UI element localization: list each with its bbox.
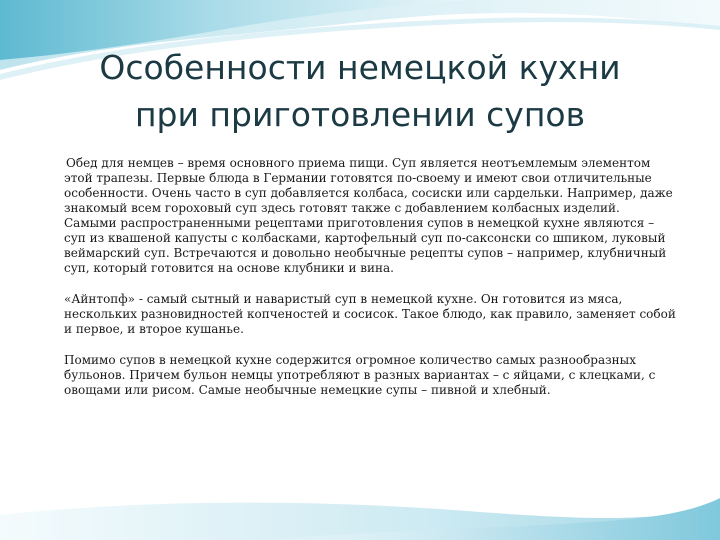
slide-body (64, 156, 676, 414)
title-line-2: при приготовлении супов (134, 95, 586, 134)
title-line-1: Особенности немецкой кухни (99, 48, 621, 87)
paragraph-broths: Помимо супов в немецкой кухне содержится огромное количество самых разнообразных бульонов. Причем бульон немцы употребляют в разных вариантах – с яйцами, с клецками, с овощами или рисом. Самые необычные немецкие супы – пивной и хлебный. (64, 353, 656, 397)
slide-title (40, 44, 680, 138)
paragraph-eintopf: «Айнтопф» - самый сытный и наваристый суп в немецкой кухне. Он готовится из мяса, нескольких разновидностей копченостей и сосисок. Такое блюдо, как правило, заменяет собой и первое, и второе кушанье. (64, 292, 676, 336)
paragraph-lunch: Обед для немцев – время основного приема пищи. Суп является неотъемлемым элементом этой трапезы. Первые блюда в Германии готовятся по-своему и имеют свои отличительные особенности. Очень часто в суп добавляется колбаса, сосиски или сардельки. Например, даже знакомый всем гороховый суп здесь готовят также с добавлением колбасных изделий. Самыми распространенными рецептами приготовления супов в немецкой кухне являются – суп из квашеной капусты с колбасками, картофельный суп по-саксонски со шпиком, луковый веймарский суп. Встречаются и довольно необычные рецепты супов – например, клубничный суп, который готовится на основе клубники и вина. (64, 156, 673, 275)
